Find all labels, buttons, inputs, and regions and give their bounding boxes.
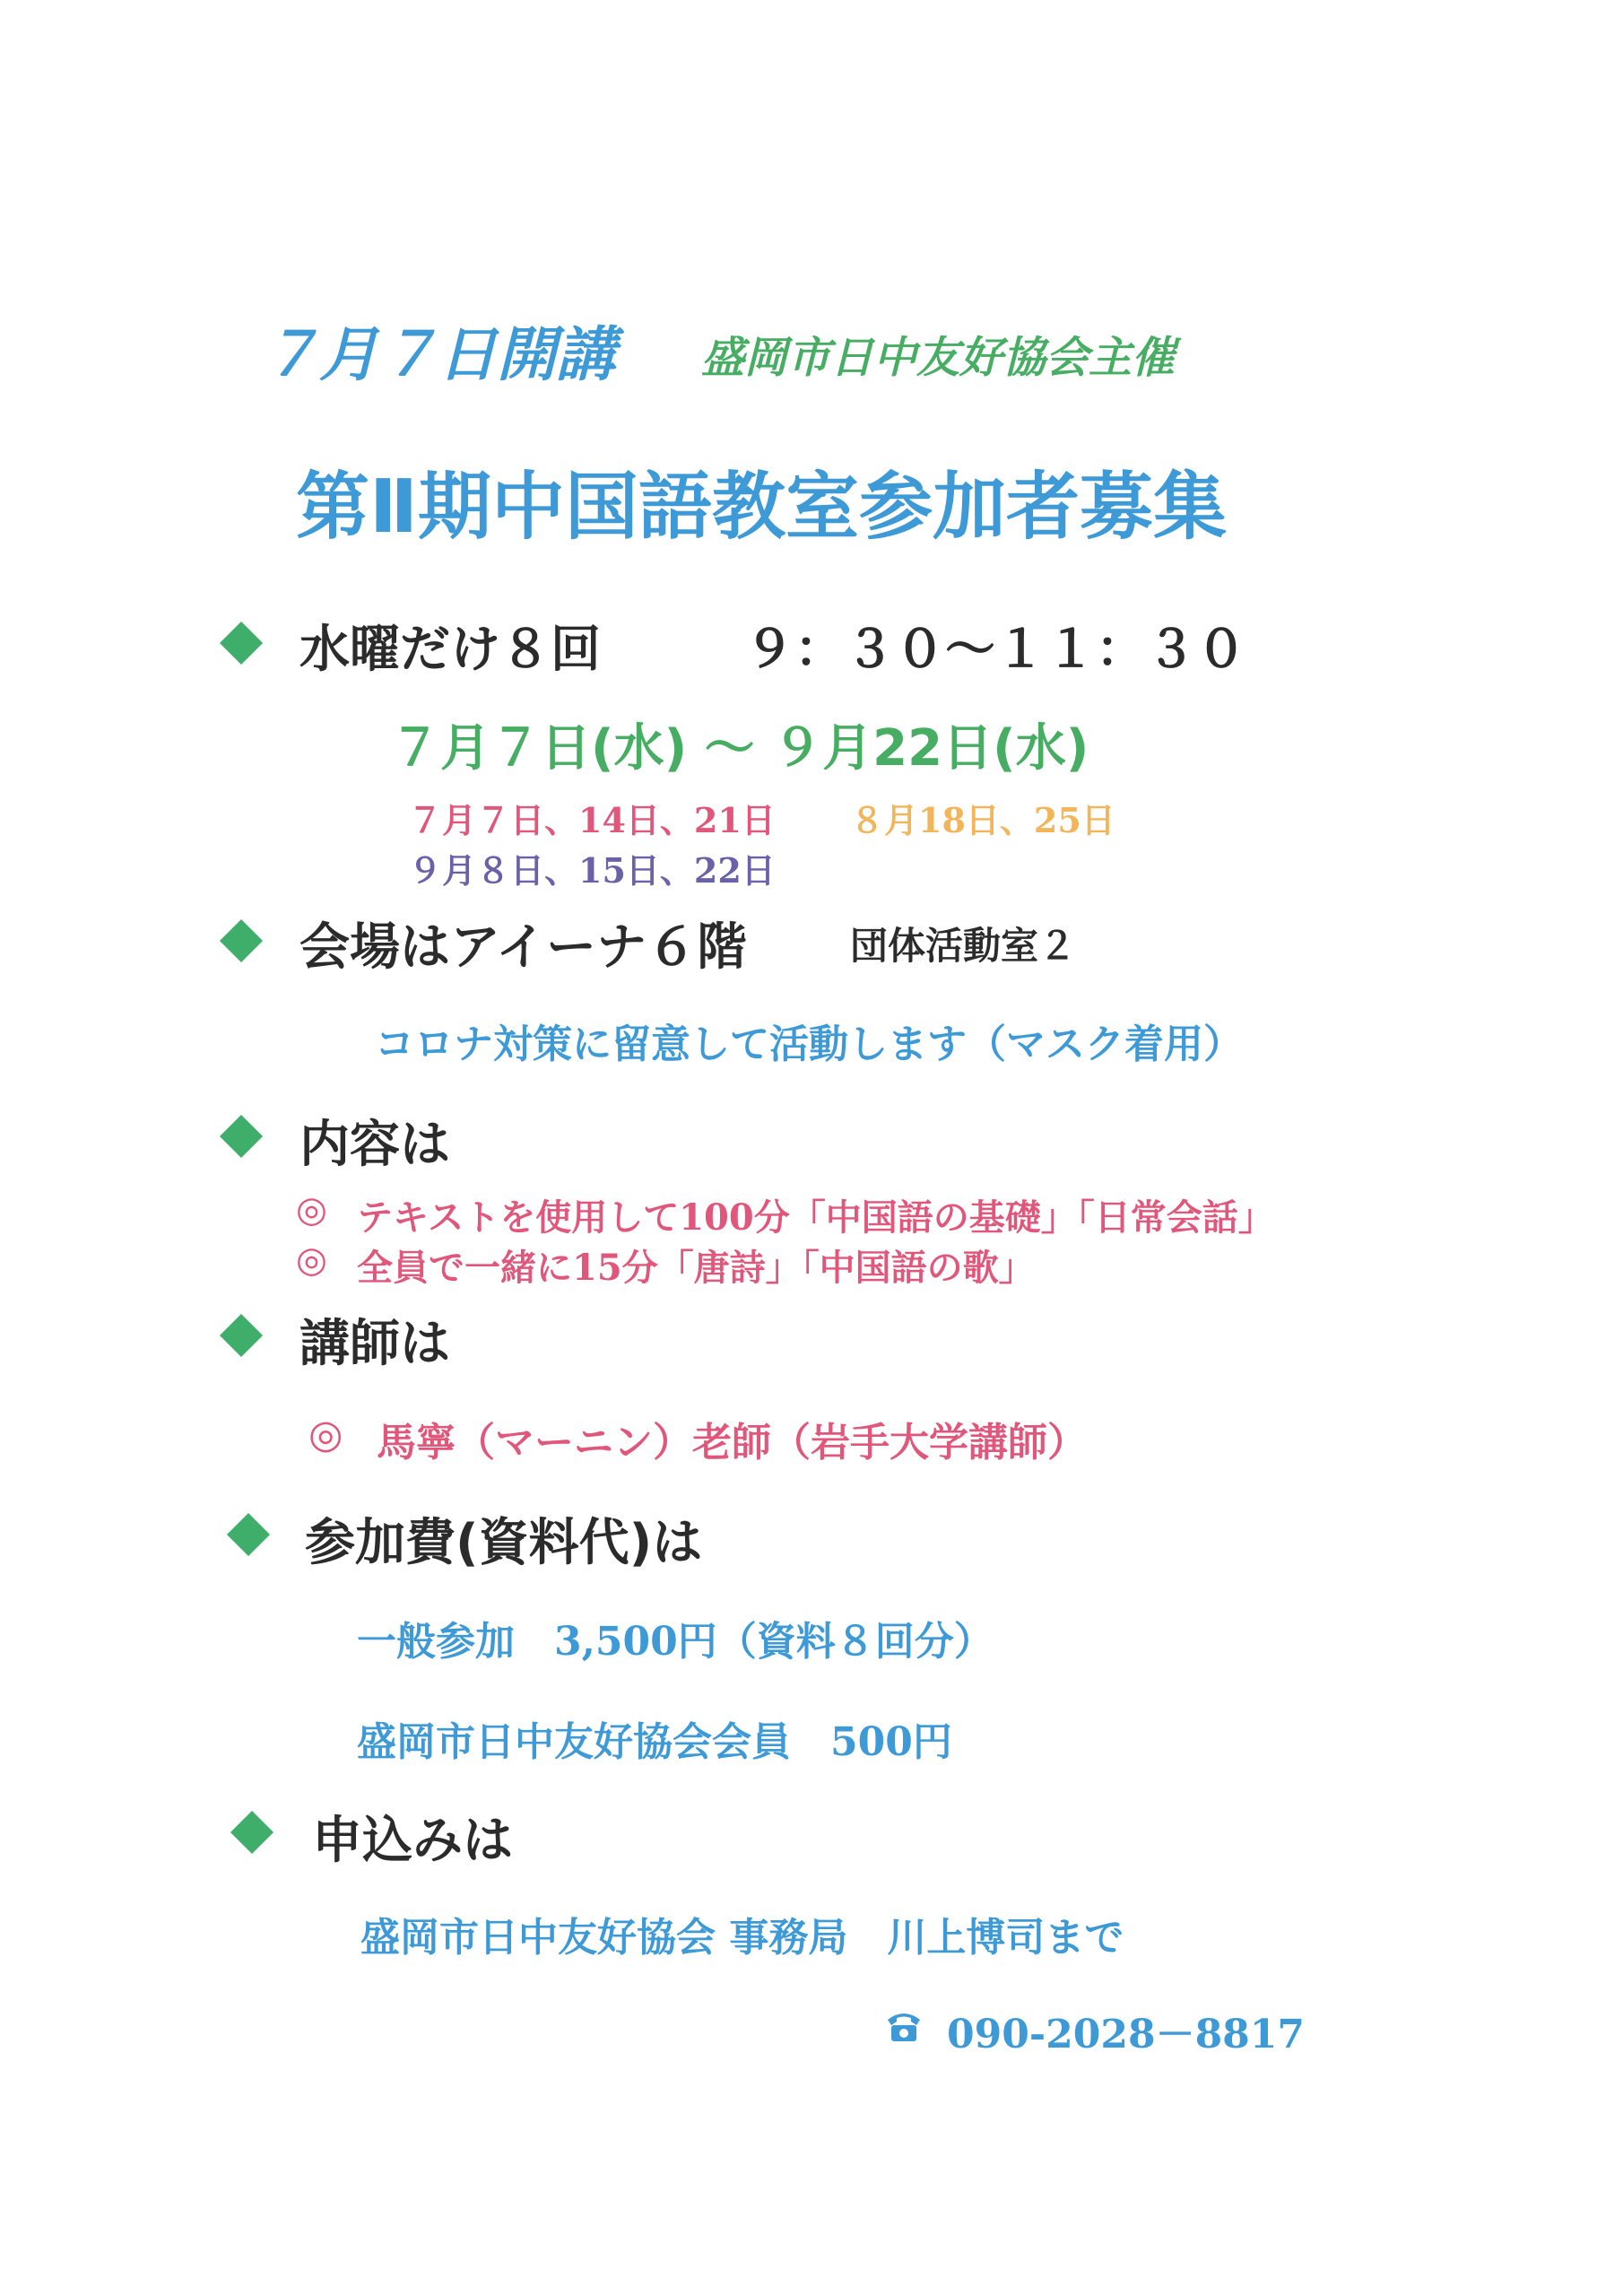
fee-member: 盛岡市日中友好協会会員 500円 (357, 1719, 952, 1765)
venue-heading: 会場はアイーナ６階 (299, 918, 747, 977)
diamond-bullet-icon (220, 1314, 263, 1357)
diamond-bullet-icon (220, 622, 263, 665)
content-item-1: テキストを使用して100分「中国語の基礎」「日常会話」 (357, 1196, 1274, 1239)
fee-heading: 参加費(資料代)は (305, 1514, 703, 1572)
diamond-bullet-icon (230, 1811, 273, 1854)
dates-september: ９月８日、15日、22日 (408, 850, 776, 891)
fee-general: 一般参加 3,500円（資料８回分） (357, 1619, 994, 1665)
diamond-bullet-icon (227, 1513, 270, 1556)
double-circle-icon: ◎ (296, 1239, 327, 1281)
opening-date: ７月７日開講 (260, 320, 615, 389)
phone-icon (884, 2007, 924, 2043)
application-heading: 申込みは (312, 1812, 513, 1870)
venue-note: コロナ対策に留意して活動します（マスク着用） (375, 1022, 1243, 1067)
page-title: 第Ⅱ期中国語教室参加者募集 (296, 465, 1228, 550)
double-circle-icon: ◎ (296, 1189, 327, 1231)
content-item-2: 全員で一緒に15分「唐詩」「中国語の歌」 (357, 1247, 1035, 1289)
host-organization: 盛岡市日中友好協会主催 (701, 333, 1176, 383)
double-circle-icon: ◎ (308, 1412, 343, 1457)
application-phone[interactable]: 090‐2028－8817 (947, 2012, 1306, 2057)
schedule-range: ７月７日(水) ～ ９月22日(水) (390, 719, 1089, 778)
venue-room: 団体活動室２ (850, 924, 1077, 968)
teacher-heading: 講師は (299, 1315, 450, 1373)
diamond-bullet-icon (220, 919, 263, 962)
schedule-heading: 水曜だけ８回 (299, 621, 601, 679)
application-contact: 盛岡市日中友好協会 事務局 川上博司まで (360, 1915, 1124, 1961)
dates-august: ８月18日、25日 (850, 800, 1115, 840)
dates-july: ７月７日、14日、21日 (408, 800, 776, 840)
teacher-name: 馬寧（マーニン）老師（岩手大学講師） (377, 1420, 1087, 1465)
content-heading: 内容は (299, 1116, 450, 1174)
diamond-bullet-icon (220, 1115, 263, 1158)
schedule-time: ９：３０～１１：３０ (744, 621, 1246, 679)
